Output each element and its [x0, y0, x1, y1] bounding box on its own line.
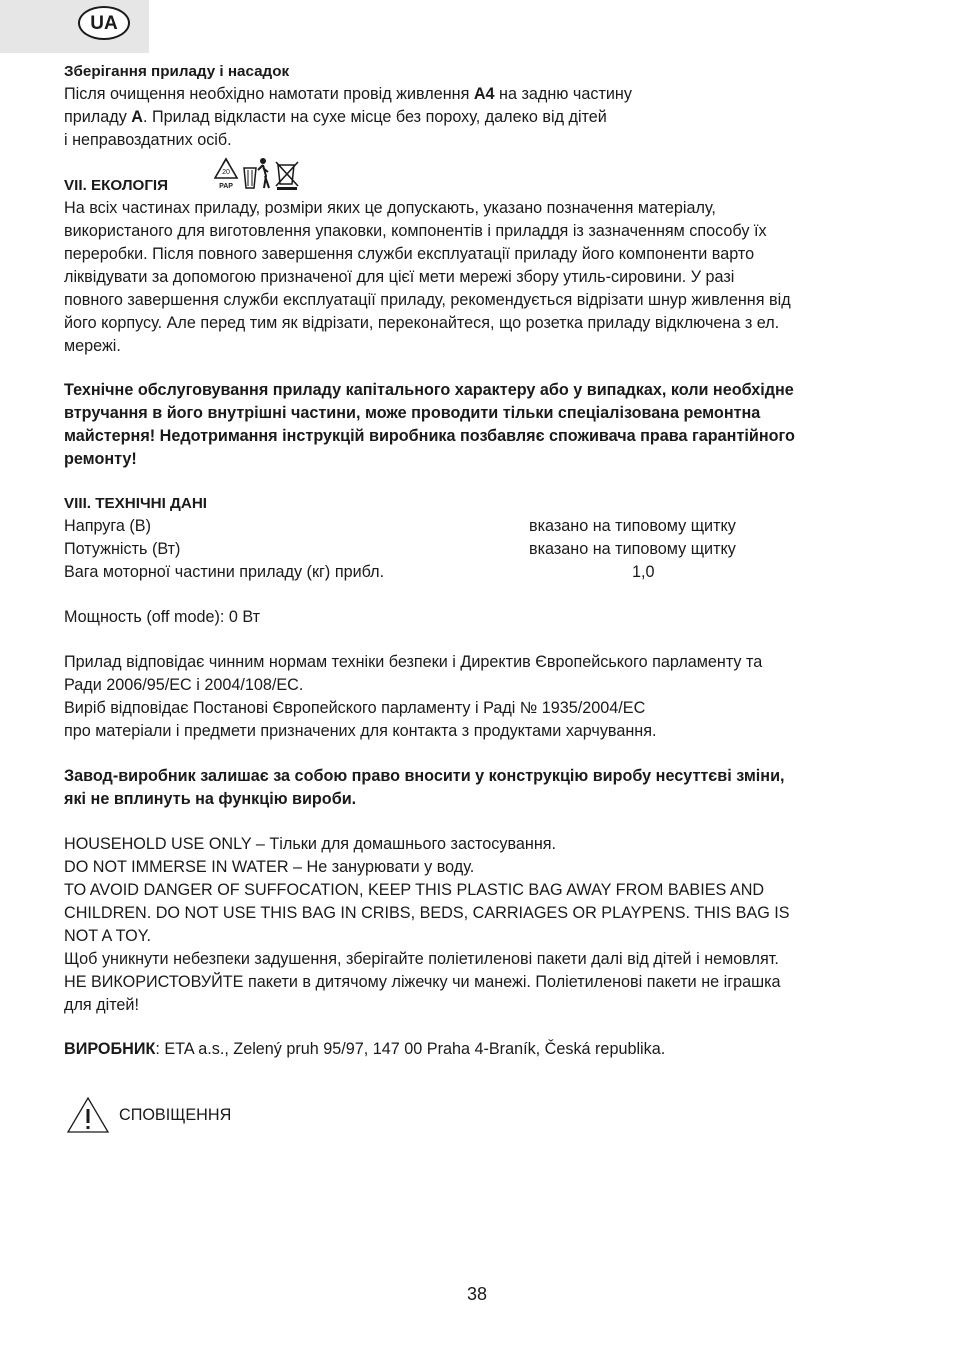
ecology-heading-row — [64, 156, 894, 196]
warning-line: Щоб уникнути небезпеки задушення, зберігайте поліетиленові пакети далі від дітей і немовлят. — [64, 950, 779, 968]
tech-row-weight — [64, 561, 894, 584]
tech-label: Вага моторної частини приладу (кг) прибл. — [64, 563, 385, 581]
page-number: 38 — [466, 1284, 488, 1304]
language-badge: UA — [78, 6, 130, 40]
service-line: ремонту! — [64, 450, 137, 468]
storage-heading: Зберігання приладу і насадок — [64, 63, 290, 80]
recycle-code: 20 — [222, 169, 230, 176]
ecology-text — [64, 197, 894, 358]
producer-text: : ETA a.s., Zelený pruh 95/97, 147 00 Praha 4-Braník, Česká republika. — [155, 1040, 666, 1058]
warning-line: CHILDREN. DO NOT USE THIS BAG IN CRIBS, BEDS, CARRIAGES OR PLAYPENS. THIS BAG IS — [64, 904, 790, 922]
producer-label: ВИРОБНИК — [64, 1040, 156, 1058]
ecology-line: його корпусу. Але перед тим як відрізати, переконайтеся, що розетка приладу відключена з ел. — [64, 314, 780, 332]
warning-line: HOUSEHOLD USE ONLY – Тільки для домашнього застосування. — [64, 835, 557, 853]
service-line: втручання в його внутрішні частини, може проводити тільки спеціалізована ремонтна — [64, 404, 761, 422]
warning-line: для дітей! — [64, 996, 139, 1014]
compliance-section — [64, 651, 894, 743]
ecology-icons — [214, 156, 302, 192]
warning-line: НЕ ВИКОРИСТОВУЙТЕ пакети в дитячому ліжечку чи манежі. Поліетиленові пакети не іграшка — [64, 973, 781, 991]
service-notice — [64, 379, 894, 471]
tidyman-bin-icon — [244, 158, 269, 188]
tech-value: 1,0 — [632, 563, 655, 581]
storage-line-2: приладу A. Прилад відкласти на сухе місце без пороху, далеко від дітей — [64, 108, 607, 126]
compliance-line: Виріб відповідає Постанові Європейского парламенту і Раді № 1935/2004/ЕС — [64, 699, 646, 717]
compliance-line: Ради 2006/95/ЕС і 2004/108/ЕС. — [64, 676, 304, 694]
crossed-bin-icon — [276, 162, 298, 190]
producer-line — [64, 1038, 894, 1061]
compliance-line: про матеріали і предмети призначених для контакта з продуктами харчування. — [64, 722, 657, 740]
tech-heading: VIII. ТЕХНІЧНІ ДАНІ — [64, 495, 208, 512]
notice-label: СПОВІЩЕННЯ — [119, 1105, 232, 1124]
compliance-line: Прилад відповідає чинним нормам техніки безпеки і Директив Європейського парламенту та — [64, 653, 763, 671]
off-mode-power: Мощность (off mode): 0 Вт — [64, 608, 261, 626]
storage-line-3: і неправоздатних осіб. — [64, 131, 232, 149]
tech-data-section — [64, 492, 894, 584]
warning-line: DO NOT IMMERSE IN WATER – Не занурювати у воду. — [64, 858, 475, 876]
service-line: майстерня! Недотримання інструкцій виробника позбавляє споживача права гарантійного — [64, 427, 795, 445]
tech-label: Напруга (В) — [64, 517, 151, 535]
ecology-line: використаного для виготовлення упаковки, компонентів і приладдя із зазначенням способу їх — [64, 222, 767, 240]
warnings-section — [64, 833, 894, 1017]
manufacturer-note — [64, 765, 894, 811]
ecology-line: На всіх частинах приладу, розміри яких це допускають, указано позначення матеріалу, — [64, 199, 716, 217]
ecology-line: ліквідувати за допомогою призначеної для цієї мети мережі збору утиль-сировини. У разі — [64, 268, 735, 286]
ecology-line: переробки. Після повного завершення служби експлуатації приладу його компоненти варто — [64, 245, 755, 263]
recycle-icon — [215, 159, 237, 190]
warning-line: TO AVOID DANGER OF SUFFOCATION, KEEP THIS PLASTIC BAG AWAY FROM BABIES AND — [64, 881, 765, 899]
storage-line-1: Після очищення необхідно намотати провід живлення A4 на задню частину — [64, 85, 632, 103]
ecology-line: повного завершення служби експлуатації приладу, рекомендується відрізати шнур живлення від — [64, 291, 791, 309]
manufacturer-note-line: які не вплинуть на функцію вироби. — [64, 790, 357, 808]
service-line: Технічне обслуговування приладу капітального характеру або у випадках, коли необхідне — [64, 381, 794, 399]
notice-row — [66, 1095, 231, 1135]
tech-value: вказано на типовому щитку — [529, 517, 736, 535]
ecology-line: мережі. — [64, 337, 121, 355]
tech-row-power — [64, 538, 894, 561]
language-tab — [0, 0, 149, 53]
manufacturer-note-line: Завод-виробник залишає за собою право вносити у конструкцію виробу несуттєві зміни, — [64, 767, 785, 785]
ecology-heading: VII. ЕКОЛОГІЯ — [64, 177, 169, 194]
storage-section — [64, 60, 894, 152]
warning-triangle-icon — [66, 1095, 110, 1135]
tech-row-voltage — [64, 515, 894, 538]
warning-line: NOT A TOY. — [64, 927, 151, 945]
recycle-material: PAP — [219, 183, 233, 190]
tech-label: Потужність (Вт) — [64, 540, 181, 558]
tech-value: вказано на типовому щитку — [529, 540, 736, 558]
